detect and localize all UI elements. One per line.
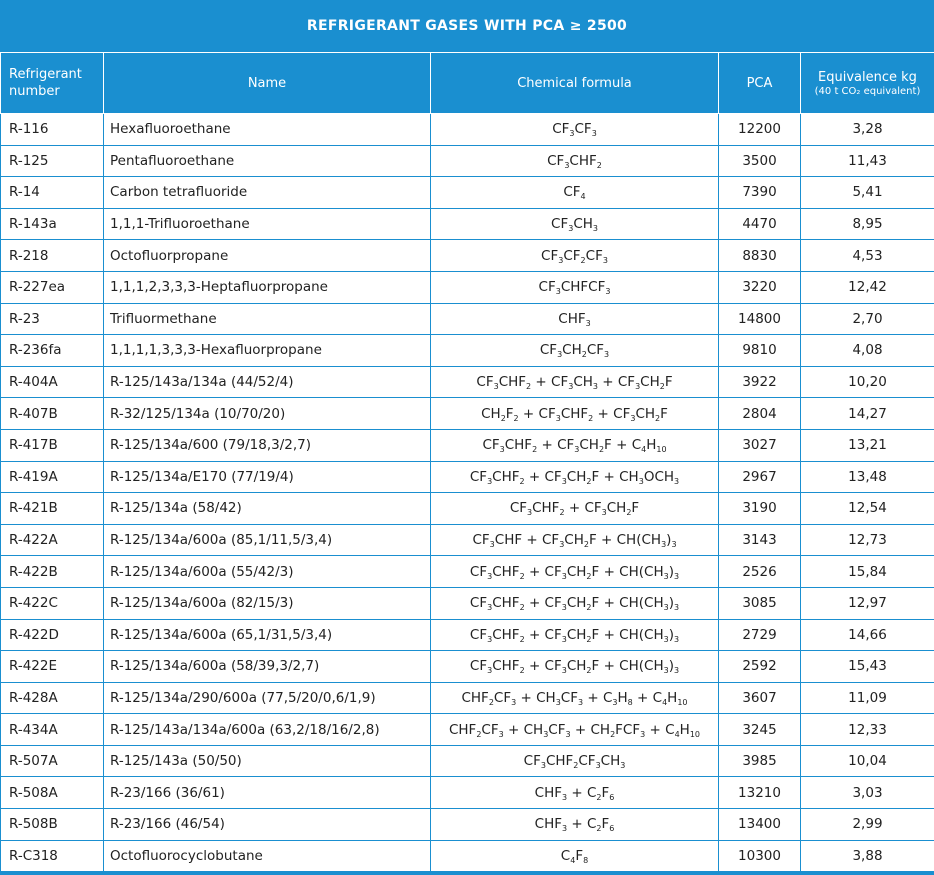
cell-equivalence: 2,99 (801, 809, 934, 841)
cell-refrigerant-number: R-422B (1, 556, 104, 588)
cell-refrigerant-number: R-434A (1, 714, 104, 746)
cell-equivalence: 4,08 (801, 335, 934, 367)
cell-chemical-formula: $CF_3CHF_2 + CF_3CH_3 + CF_3CH_2F$ (431, 366, 719, 398)
cell-equivalence: 12,97 (801, 587, 934, 619)
cell-name: Pentafluoroethane (104, 145, 431, 177)
cell-pca: 4470 (719, 208, 801, 240)
cell-equivalence: 3,03 (801, 777, 934, 809)
cell-refrigerant-number: R-23 (1, 303, 104, 335)
cell-pca: 14800 (719, 303, 801, 335)
cell-name: R-32/125/134a (10/70/20) (104, 398, 431, 430)
cell-equivalence: 13,48 (801, 461, 934, 493)
cell-refrigerant-number: R-116 (1, 114, 104, 146)
cell-chemical-formula: $CF_3CHF_2 + CF_3CH_2F + CH(CH_3)_3$ (431, 619, 719, 651)
header-equivalence-label: Equivalence kg (818, 70, 917, 85)
cell-refrigerant-number: R-417B (1, 429, 104, 461)
table-row (1, 335, 934, 367)
cell-name: Octofluorpropane (104, 240, 431, 272)
table-row (1, 398, 934, 430)
cell-equivalence: 12,42 (801, 271, 934, 303)
cell-chemical-formula: $CF_3CHF_2 + CF_3CH_2F + CH(CH_3)_3$ (431, 587, 719, 619)
cell-equivalence: 15,43 (801, 651, 934, 683)
cell-equivalence: 3,28 (801, 114, 934, 146)
table-row (1, 745, 934, 777)
cell-name: R-125/134a/600 (79/18,3/2,7) (104, 429, 431, 461)
cell-name: R-125/143a (50/50) (104, 745, 431, 777)
cell-pca: 3985 (719, 745, 801, 777)
cell-name: Trifluormethane (104, 303, 431, 335)
cell-pca: 2729 (719, 619, 801, 651)
header-chemical-formula: Chemical formula (431, 53, 719, 114)
cell-name: R-23/166 (36/61) (104, 777, 431, 809)
cell-refrigerant-number: R-508A (1, 777, 104, 809)
cell-pca: 13210 (719, 777, 801, 809)
header-name: Name (104, 53, 431, 114)
cell-pca: 3245 (719, 714, 801, 746)
cell-name: R-125/143a/134a/600a (63,2/18/16/2,8) (104, 714, 431, 746)
table-row (1, 303, 934, 335)
header-row (1, 53, 934, 114)
cell-chemical-formula: $CHF_2CF_3 + CH_3CF_3 + CH_2FCF_3 + C_4H_{10}$ (431, 714, 719, 746)
cell-name: 1,1,1-Trifluoroethane (104, 208, 431, 240)
cell-refrigerant-number: R-422A (1, 524, 104, 556)
cell-refrigerant-number: R-419A (1, 461, 104, 493)
cell-pca: 3500 (719, 145, 801, 177)
cell-name: R-125/134a/600a (58/39,3/2,7) (104, 651, 431, 683)
cell-name: R-125/134a/600a (82/15/3) (104, 587, 431, 619)
cell-pca: 3143 (719, 524, 801, 556)
cell-equivalence: 10,20 (801, 366, 934, 398)
table-row (1, 271, 934, 303)
table-body (1, 114, 934, 872)
table-row (1, 619, 934, 651)
cell-name: R-125/134a/600a (55/42/3) (104, 556, 431, 588)
cell-chemical-formula: $CF_3CH_2CF_3$ (431, 335, 719, 367)
table-row (1, 682, 934, 714)
cell-name: R-125/134a/600a (85,1/11,5/3,4) (104, 524, 431, 556)
cell-chemical-formula: $CF_3CHF_2 + CF_3CH_2F + C_4H_{10}$ (431, 429, 719, 461)
cell-equivalence: 4,53 (801, 240, 934, 272)
cell-pca: 3085 (719, 587, 801, 619)
cell-name: 1,1,1,1,3,3,3-Hexafluorpropane (104, 335, 431, 367)
table-row (1, 524, 934, 556)
cell-chemical-formula: $CF_3CF_3$ (431, 114, 719, 146)
cell-name: 1,1,1,2,3,3,3-Heptafluorpropane (104, 271, 431, 303)
header-refrigerant-number: Refrigerant number (1, 53, 104, 114)
cell-refrigerant-number: R-218 (1, 240, 104, 272)
cell-chemical-formula: $CF_3CHF_2 + CF_3CH_2F + CH(CH_3)_3$ (431, 556, 719, 588)
table-row (1, 461, 934, 493)
table-row (1, 366, 934, 398)
cell-refrigerant-number: R-422C (1, 587, 104, 619)
cell-chemical-formula: $CF_3CHF + CF_3CH_2F + CH(CH_3)_3$ (431, 524, 719, 556)
cell-name: R-23/166 (46/54) (104, 809, 431, 841)
cell-refrigerant-number: R-236fa (1, 335, 104, 367)
cell-equivalence: 11,43 (801, 145, 934, 177)
cell-pca: 3220 (719, 271, 801, 303)
table-row (1, 429, 934, 461)
cell-name: R-125/134a/600a (65,1/31,5/3,4) (104, 619, 431, 651)
cell-chemical-formula: $CF_3CHFCF_3$ (431, 271, 719, 303)
cell-chemical-formula: $CHF_3 + C_2F_6$ (431, 777, 719, 809)
cell-chemical-formula: $CF_3CHF_2$ (431, 145, 719, 177)
cell-equivalence: 3,88 (801, 840, 934, 872)
cell-refrigerant-number: R-508B (1, 809, 104, 841)
cell-pca: 3922 (719, 366, 801, 398)
cell-chemical-formula: $CHF_3$ (431, 303, 719, 335)
header-equivalence (801, 53, 934, 114)
cell-pca: 12200 (719, 114, 801, 146)
cell-equivalence: 12,54 (801, 493, 934, 525)
table-title: REFRIGERANT GASES WITH PCA ≥ 2500 (306, 18, 628, 34)
cell-equivalence: 2,70 (801, 303, 934, 335)
table-row (1, 493, 934, 525)
cell-equivalence: 15,84 (801, 556, 934, 588)
cell-refrigerant-number: R-421B (1, 493, 104, 525)
cell-refrigerant-number: R-C318 (1, 840, 104, 872)
cell-equivalence: 11,09 (801, 682, 934, 714)
table-row (1, 651, 934, 683)
cell-pca: 2804 (719, 398, 801, 430)
cell-equivalence: 14,27 (801, 398, 934, 430)
cell-chemical-formula: $C_4F_8$ (431, 840, 719, 872)
cell-pca: 7390 (719, 177, 801, 209)
cell-name: Carbon tetrafluoride (104, 177, 431, 209)
refrigerant-table (0, 52, 934, 872)
table-row (1, 240, 934, 272)
cell-chemical-formula: $CF_3CHF_2 + CF_3CH_2F + CH(CH_3)_3$ (431, 651, 719, 683)
cell-refrigerant-number: R-125 (1, 145, 104, 177)
header-pca: PCA (719, 53, 801, 114)
table-row (1, 587, 934, 619)
cell-refrigerant-number: R-507A (1, 745, 104, 777)
cell-refrigerant-number: R-143a (1, 208, 104, 240)
table-row (1, 809, 934, 841)
cell-pca: 9810 (719, 335, 801, 367)
table-row (1, 208, 934, 240)
cell-refrigerant-number: R-227ea (1, 271, 104, 303)
cell-name: Hexafluoroethane (104, 114, 431, 146)
cell-name: R-125/143a/134a (44/52/4) (104, 366, 431, 398)
cell-equivalence: 12,33 (801, 714, 934, 746)
cell-chemical-formula: $CF_3CH_3$ (431, 208, 719, 240)
cell-name: R-125/134a (58/42) (104, 493, 431, 525)
table-row (1, 777, 934, 809)
cell-chemical-formula: $CH_2F_2 + CF_3CHF_2 + CF_3CH_2F$ (431, 398, 719, 430)
table-row (1, 177, 934, 209)
cell-chemical-formula: $CHF_2CF_3 + CH_3CF_3 + C_3H_8 + C_4H_{10}$ (431, 682, 719, 714)
table-row (1, 145, 934, 177)
cell-equivalence: 12,73 (801, 524, 934, 556)
cell-chemical-formula: $CF_3CHF_2 + CF_3CH_2F + CH_3OCH_3$ (431, 461, 719, 493)
cell-refrigerant-number: R-407B (1, 398, 104, 430)
cell-refrigerant-number: R-422D (1, 619, 104, 651)
cell-name: R-125/134a/290/600a (77,5/20/0,6/1,9) (104, 682, 431, 714)
cell-equivalence: 8,95 (801, 208, 934, 240)
cell-pca: 13400 (719, 809, 801, 841)
cell-refrigerant-number: R-404A (1, 366, 104, 398)
cell-pca: 3190 (719, 493, 801, 525)
table-row (1, 114, 934, 146)
table-row (1, 840, 934, 872)
cell-chemical-formula: $CHF_3 + C_2F_6$ (431, 809, 719, 841)
cell-chemical-formula: $CF_3CF_2CF_3$ (431, 240, 719, 272)
cell-name: Octofluorocyclobutane (104, 840, 431, 872)
cell-pca: 2526 (719, 556, 801, 588)
cell-refrigerant-number: R-428A (1, 682, 104, 714)
table-row (1, 714, 934, 746)
cell-pca: 3027 (719, 429, 801, 461)
cell-equivalence: 10,04 (801, 745, 934, 777)
cell-chemical-formula: $CF_3CHF_2 + CF_3CH_2F$ (431, 493, 719, 525)
cell-pca: 2967 (719, 461, 801, 493)
cell-refrigerant-number: R-422E (1, 651, 104, 683)
cell-pca: 10300 (719, 840, 801, 872)
cell-equivalence: 14,66 (801, 619, 934, 651)
cell-chemical-formula: $CF_4$ (431, 177, 719, 209)
table-row (1, 556, 934, 588)
cell-equivalence: 5,41 (801, 177, 934, 209)
cell-pca: 8830 (719, 240, 801, 272)
cell-chemical-formula: $CF_3CHF_2CF_3CH_3$ (431, 745, 719, 777)
cell-equivalence: 13,21 (801, 429, 934, 461)
cell-name: R-125/134a/E170 (77/19/4) (104, 461, 431, 493)
header-equivalence-note: (40 t CO₂ equivalent) (814, 86, 921, 97)
cell-refrigerant-number: R-14 (1, 177, 104, 209)
cell-pca: 3607 (719, 682, 801, 714)
cell-pca: 2592 (719, 651, 801, 683)
